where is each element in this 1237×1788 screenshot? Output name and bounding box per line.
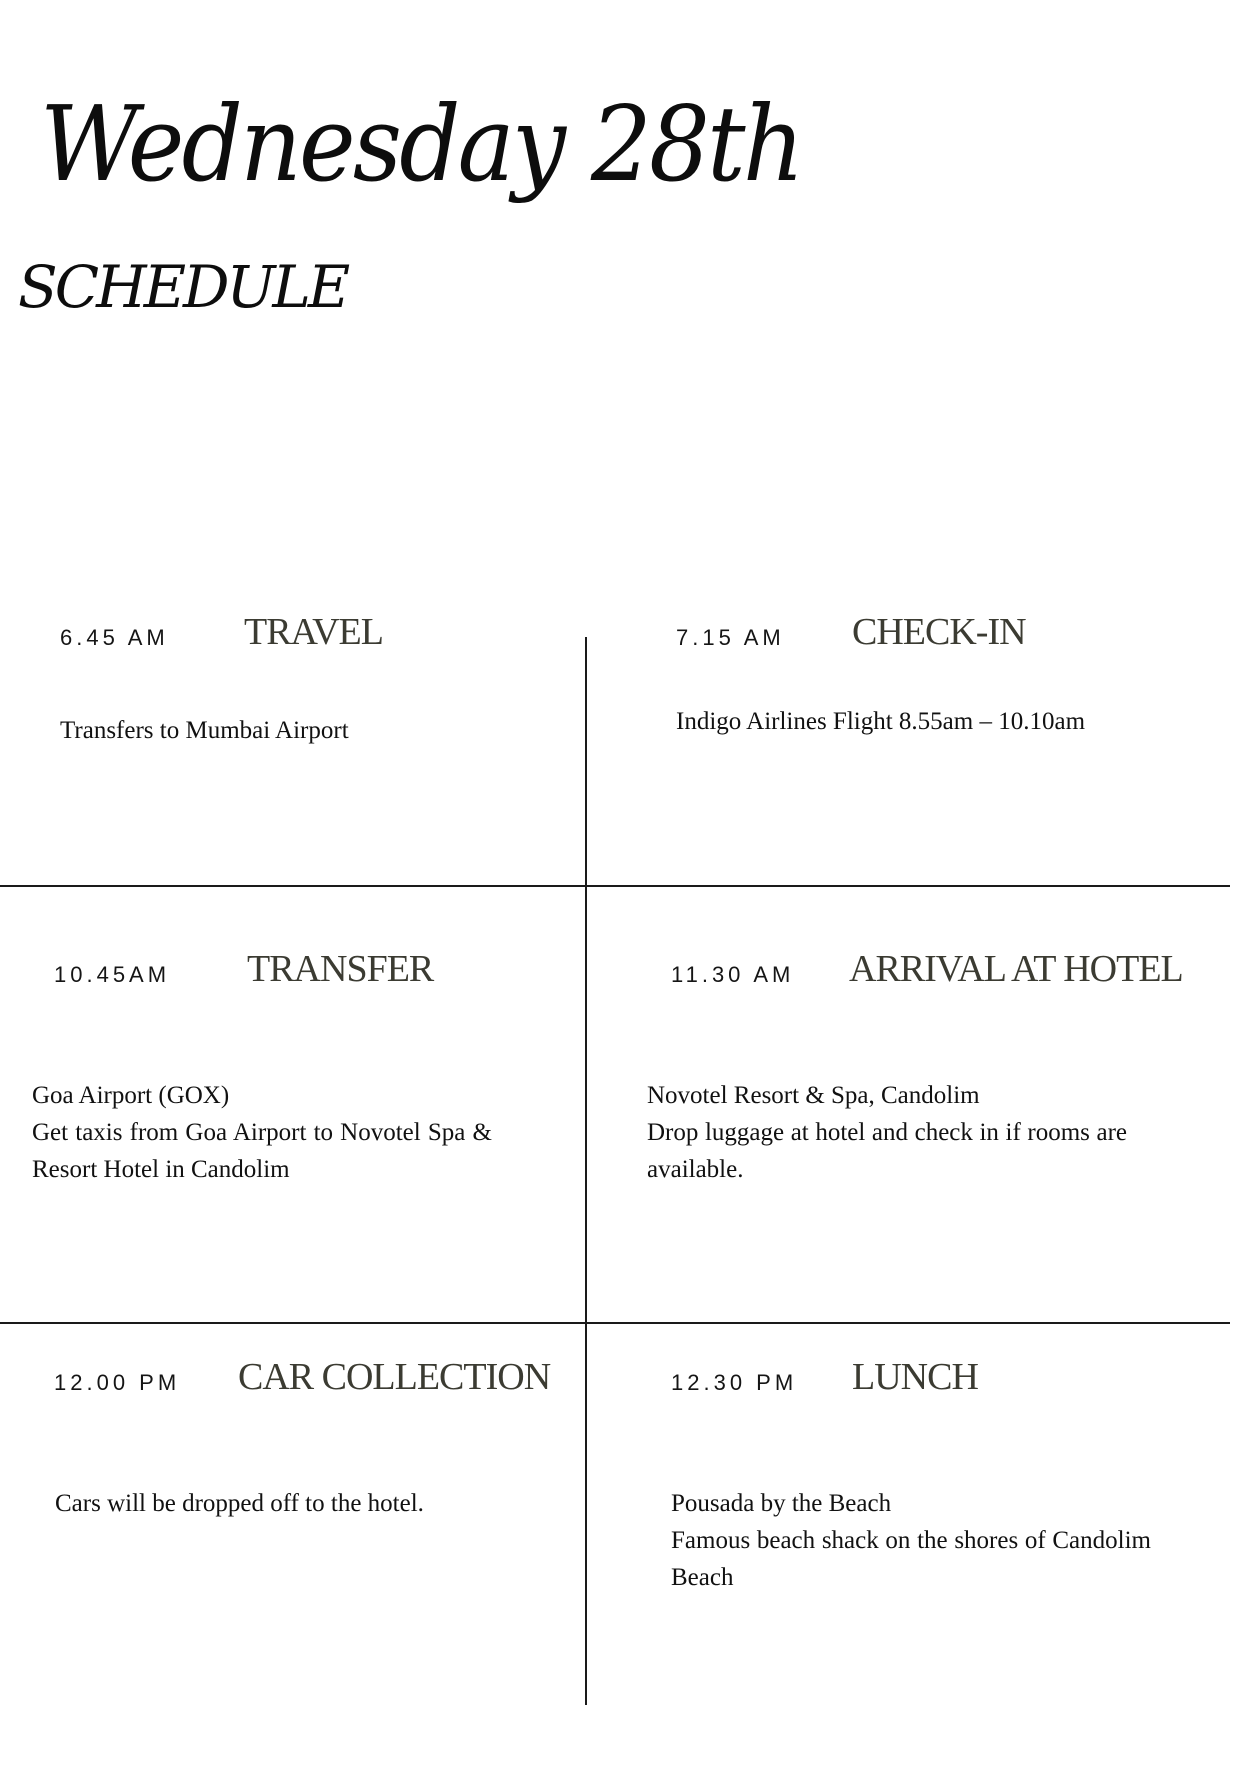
event-time: 11.30 AM (671, 962, 795, 987)
event-heading: TRANSFER (247, 948, 434, 990)
description-line: Drop luggage at hotel and check in if rooms are available. (647, 1119, 1127, 1183)
event-description (55, 1485, 535, 1522)
row-divider-2 (0, 1322, 1230, 1324)
description-line: Novotel Resort & Spa, Candolim (647, 1082, 980, 1109)
description-line: Pousada by the Beach (671, 1490, 892, 1517)
description-line: Transfers to Mumbai Airport (60, 717, 349, 744)
event-description (676, 703, 1176, 740)
page-title: Wednesday 28th (40, 83, 802, 205)
event-time: 6.45 AM (60, 625, 169, 650)
event-description (60, 712, 520, 749)
event-heading: CAR COLLECTION (238, 1356, 551, 1398)
event-description (32, 1077, 492, 1188)
event-time: 7.15 AM (676, 625, 785, 650)
event-description (647, 1077, 1127, 1188)
description-line: Indigo Airlines Flight 8.55am – 10.10am (676, 708, 1086, 735)
description-line: Famous beach shack on the shores of Candolim Beach (671, 1527, 1151, 1591)
event-description (671, 1485, 1151, 1596)
event-heading: TRAVEL (244, 611, 383, 653)
row-divider-1 (0, 885, 1230, 887)
event-time: 12.30 PM (671, 1370, 798, 1395)
description-line: Cars will be dropped off to the hotel. (55, 1490, 424, 1517)
event-heading: ARRIVAL AT HOTEL (849, 948, 1183, 990)
center-divider (585, 637, 587, 1705)
event-time: 12.00 PM (54, 1370, 181, 1395)
event-heading: CHECK-IN (852, 611, 1026, 653)
event-time: 10.45AM (54, 962, 171, 987)
event-heading: LUNCH (852, 1356, 978, 1398)
page-subtitle: SCHEDULE (18, 253, 348, 321)
description-line: Goa Airport (GOX) (32, 1082, 230, 1109)
description-line: Get taxis from Goa Airport to Novotel Spa & Resort Hotel in Candolim (32, 1119, 492, 1183)
